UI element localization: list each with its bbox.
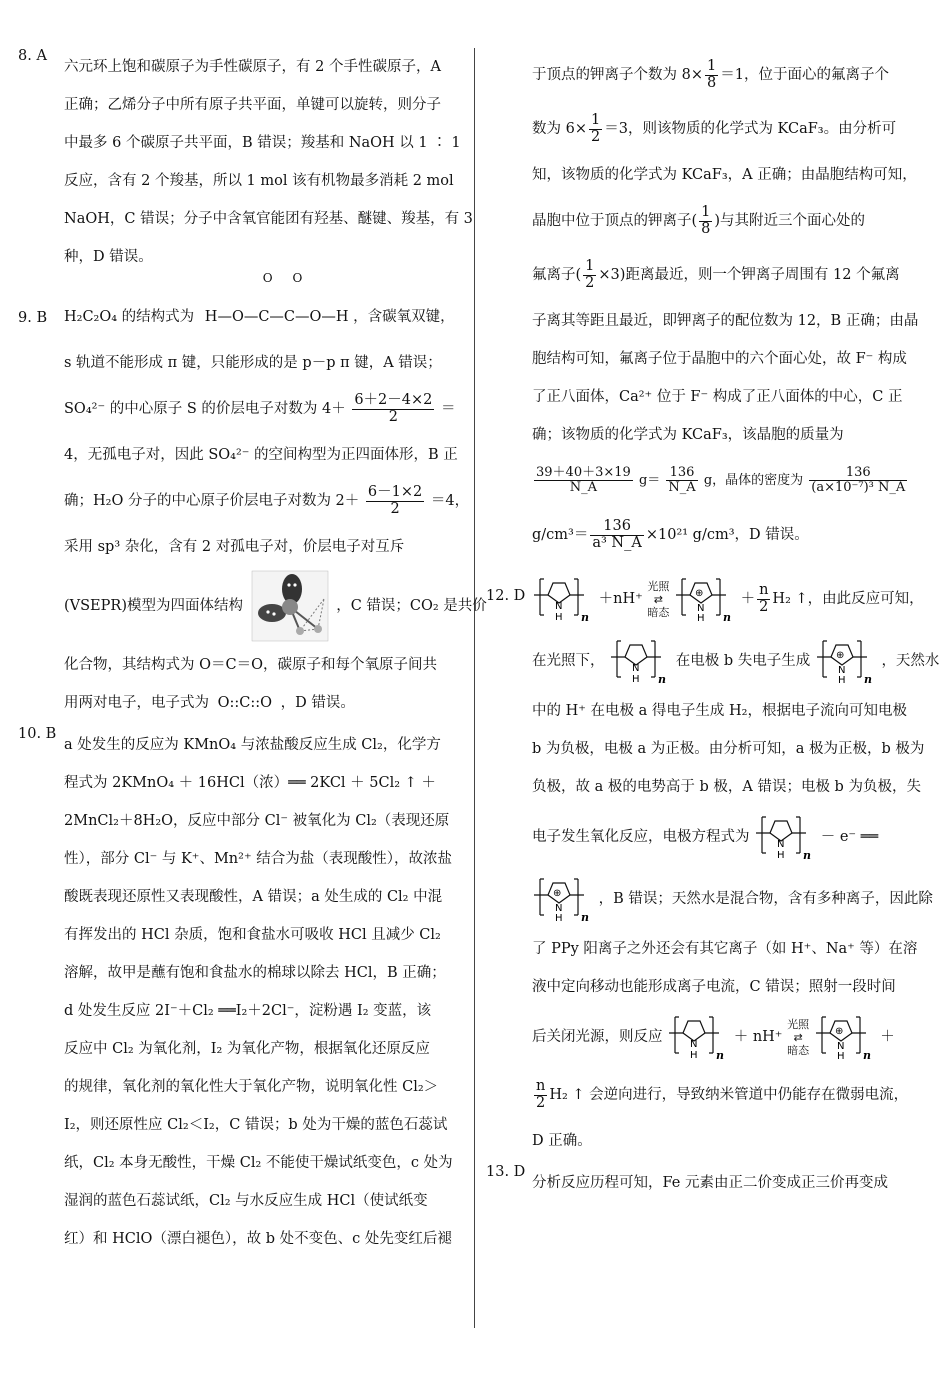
text-line	[532, 48, 936, 102]
ring-n-label: N	[836, 1041, 845, 1052]
ring-n-subscript: n	[716, 1049, 725, 1062]
fraction: $\frac{136}{\text{(a×10⁻⁷)³ N\_A}}$	[811, 464, 906, 495]
answer-10	[18, 726, 468, 1258]
ring-h-label: H	[696, 613, 705, 624]
text-line: 酸既表现还原性又表现酸性，A 错误；a 处生成的 Cl₂ 中混	[64, 889, 443, 905]
text-line: I₂，则还原性应 Cl₂＜I₂，C 错误；b 处为干燥的蓝色石蕊试	[64, 1117, 448, 1133]
text-line: 正确；乙烯分子中所有原子共平面，单键可以旋转，则分子	[64, 97, 441, 113]
ring-h-label: H	[555, 612, 563, 623]
ring-n-subscript: n	[581, 911, 589, 924]
fraction: $\frac{6+2-4\times 2}{2}$	[354, 391, 433, 425]
ring-h-label: H	[555, 913, 563, 924]
text-fragment: H₂ ↑，由此反应可知，	[772, 591, 924, 607]
text-line	[64, 474, 468, 528]
ring-h-label: H	[777, 850, 785, 861]
text-line: 负极，故 a 极的电势高于 b 极，A 错误；电极 b 为负极，失	[532, 779, 921, 795]
answer-13	[486, 1164, 936, 1202]
ring-n-subscript: n	[722, 611, 731, 624]
text-line	[532, 508, 936, 562]
left-column	[18, 48, 487, 1258]
text-fragment: ＝1，位于面心的氟离子个	[720, 67, 889, 83]
text-fragment: SO₄²⁻ 的中心原子 S 的价层电子对数为 4＋	[64, 401, 346, 417]
answer-11-continued	[486, 48, 936, 562]
text-line	[532, 248, 936, 302]
co2-electron-formula: O::C::O	[217, 695, 273, 711]
ring-n-label: N	[696, 603, 705, 614]
text-fragment: ×3)距离最近，则一个钾离子周围有 12 个氟离	[598, 267, 900, 283]
text-line: D 正确。	[532, 1133, 592, 1149]
text-fragment: 在光照下，	[532, 653, 605, 669]
text-line: d 处发生反应 2I⁻＋Cl₂ ══I₂＋2Cl⁻，淀粉遇 I₂ 变蓝，该	[64, 1003, 432, 1019]
text-line	[532, 102, 936, 156]
ring-n-subscript: n	[803, 849, 812, 862]
text-fragment: ＋	[740, 591, 756, 607]
ring-plus-label: ⊕	[835, 650, 845, 661]
text-line	[64, 566, 487, 646]
text-line: a 处发生的反应为 KMnO₄ 与浓盐酸反应生成 Cl₂，化学方	[64, 737, 441, 753]
ring-h-label: H	[690, 1050, 698, 1061]
equilibrium-arrow: 光照 ⇄ 暗态	[787, 1017, 810, 1057]
ring-n-label: N	[555, 601, 563, 612]
answer-number: 13. D	[486, 1164, 526, 1180]
polypyrrole-cation-structure-icon	[817, 635, 875, 687]
text-line: 了 PPy 阳离子之外还会有其它离子（如 H⁺、Na⁺ 等）在溶	[532, 941, 918, 957]
text-line	[64, 271, 468, 344]
text-fragment: ，B 错误；天然水是混合物，含有多种离子，因此除	[598, 891, 933, 907]
text-line: 了正八面体，Ca²⁺ 位于 F⁻ 构成了正八面体的中心，C 正	[532, 389, 903, 405]
ring-n-subscript: n	[863, 673, 872, 686]
ring-n-label: N	[837, 665, 846, 676]
text-line	[532, 806, 936, 868]
text-line	[532, 868, 936, 930]
text-line: 红）和 HClO（漂白褪色），故 b 处不变色、c 处先变红后褪	[64, 1231, 452, 1247]
ring-plus-label: ⊕	[834, 1026, 844, 1037]
text-line: 程式为 2KMnO₄ ＋ 16HCl（浓）══ 2KCl ＋ 5Cl₂ ↑ ＋	[64, 775, 436, 791]
fraction: $\frac{1}{2}$	[585, 257, 595, 291]
answer-number: 8. A	[18, 48, 47, 64]
text-fragment: ＝3，则该物质的化学式为 KCaF₃。由分析可	[604, 121, 897, 137]
text-line: 确；该物质的化学式为 KCaF₃，该晶胞的质量为	[532, 427, 844, 443]
polypyrrole-structure-icon	[611, 635, 669, 687]
text-line	[64, 684, 468, 722]
text-line: 种，D 错误。	[64, 249, 153, 265]
text-line	[532, 1068, 936, 1122]
ring-h-label: H	[632, 674, 640, 685]
polypyrrole-cation-structure-icon	[534, 873, 592, 925]
ring-n-label: N	[632, 663, 640, 674]
text-line: 中的 H⁺ 在电极 a 得电子生成 H₂，根据电子流向可知电极	[532, 703, 907, 719]
text-line: 反应中 Cl₂ 为氧化剂，I₂ 为氧化产物，根据氧化还原反应	[64, 1041, 430, 1057]
text-fragment: 于顶点的钾离子个数为 8×	[532, 67, 703, 83]
ring-h-label: H	[836, 1051, 845, 1062]
text-fragment: ＋nH⁺	[598, 591, 643, 607]
fraction: $\frac{n}{2}$	[536, 1077, 546, 1111]
text-fragment: ＝4，	[430, 493, 470, 509]
text-line: 采用 sp³ 杂化，含有 2 对孤电子对，价层电子对互斥	[64, 539, 405, 555]
text-fragment: ＋ nH⁺	[733, 1029, 783, 1045]
text-line	[532, 1006, 936, 1068]
text-fragment: 数为 6×	[532, 121, 587, 137]
text-fragment: ＝	[440, 401, 456, 417]
text-fragment: ，D 错误。	[280, 695, 355, 711]
text-line: 有挥发出的 HCl 杂质，饱和食盐水可吸收 HCl 且减少 Cl₂	[64, 927, 441, 943]
text-line: 中最多 6 个碳原子共平面，B 错误；羧基和 NaOH 以 1 ∶ 1	[64, 135, 461, 151]
text-fragment: 在电极 b 失电子生成	[675, 653, 811, 669]
ring-n-subscript: n	[581, 611, 589, 624]
text-line: 4，无孤电子对，因此 SO₄²⁻ 的空间构型为正四面体形，B 正	[64, 447, 458, 463]
text-fragment: g/cm³＝	[532, 527, 589, 543]
text-line: 液中定向移动也能形成离子电流，C 错误；照射一段时间	[532, 979, 896, 995]
fraction: $\frac{1}{2}$	[590, 111, 601, 145]
text-line: 化合物，其结构式为 O＝C＝O，碳原子和每个氧原子间共	[64, 657, 437, 673]
oxalic-acid-structure	[204, 271, 349, 344]
text-line: 反应，含有 2 个羧基，所以 1 mol 该有机物最多消耗 2 mol	[64, 173, 454, 189]
text-fragment: )与其附近三个面心处的	[714, 213, 866, 229]
fraction: $\frac{1}{8}$	[701, 203, 711, 237]
ring-plus-label: ⊕	[694, 588, 704, 599]
fraction: $\frac{136}{N\_A}$	[668, 464, 696, 495]
text-fragment: ，C 错误；CO₂ 是共价	[336, 598, 487, 614]
text-line: 知，该物质的化学式为 KCaF₃，A 正确；由晶胞结构可知，	[532, 167, 917, 183]
answer-number: 9. B	[18, 310, 48, 326]
text-line: s 轨道不能形成 π 键，只能形成的是 p－p π 键，A 错误；	[64, 355, 442, 371]
fraction: $\frac{1}{8}$	[706, 57, 717, 91]
text-line: NaOH，C 错误；分子中含氧官能团有羟基、醚键、羧基，有 3	[64, 211, 473, 227]
answer-number: 12. D	[486, 588, 526, 604]
text-line: 纸，Cl₂ 本身无酸性，干燥 Cl₂ 不能使干燥试纸变色，c 处为	[64, 1155, 453, 1171]
text-fragment: 用两对电子，电子式为	[64, 695, 209, 711]
text-fragment: 确；H₂O 分子的中心原子价层电子对数为 2＋	[64, 493, 360, 509]
answer-9	[18, 271, 487, 722]
right-column	[486, 48, 940, 1202]
polypyrrole-structure-icon	[756, 811, 814, 863]
fraction: $\frac{6-1\times 2}{2}$	[367, 483, 423, 517]
text-line: 性），部分 Cl⁻ 与 K⁺、Mn²⁺ 结合为盐（表现酸性），故浓盐	[64, 851, 452, 867]
answer-12	[486, 568, 940, 1160]
text-line: 分析反应历程可知，Fe 元素由正二价变成正三价再变成	[532, 1175, 888, 1191]
structure-chain: H—O—C—C—O—H	[204, 309, 349, 325]
text-line	[64, 382, 468, 436]
text-fragment: g＝	[638, 473, 661, 488]
answer-number: 10. B	[18, 726, 57, 742]
polypyrrole-cation-structure-icon	[816, 1011, 874, 1063]
text-line: 2MnCl₂＋8H₂O，反应中部分 Cl⁻ 被氧化为 Cl₂（表现还原	[64, 813, 450, 829]
text-line	[532, 454, 936, 508]
text-fragment: ×10²¹ g/cm³，D 错误。	[645, 527, 809, 543]
text-fragment: ，天然水	[881, 653, 940, 669]
fraction: $\frac{n}{2}$	[759, 581, 769, 615]
fraction: $\frac{136}{\text{a³ N\_A}}$	[592, 517, 642, 551]
text-line	[532, 630, 940, 692]
ring-n-label: N	[690, 1039, 698, 1050]
ring-n-subscript: n	[862, 1049, 871, 1062]
ring-plus-label: ⊕	[553, 888, 562, 899]
text-line: 胞结构可知，氟离子位于晶胞中的六个面心处，故 F⁻ 构成	[532, 351, 907, 367]
text-line: 溶解，故甲是蘸有饱和食盐水的棉球以除去 HCl，B 正确；	[64, 965, 446, 981]
text-fragment: － e⁻ ══	[820, 829, 879, 845]
answer-8	[18, 48, 473, 276]
text-line	[532, 568, 936, 630]
text-fragment: ，含碳氧双键，	[353, 309, 455, 325]
text-line: 湿润的蓝色石蕊试纸，Cl₂ 与水反应生成 HCl（使试纸变	[64, 1193, 428, 1209]
polypyrrole-structure-icon	[669, 1011, 727, 1063]
text-fragment: 晶胞中位于顶点的钾离子(	[532, 213, 698, 229]
ring-h-label: H	[837, 675, 846, 686]
text-line: 子离其等距且最近，即钾离子的配位数为 12，B 正确；由晶	[532, 313, 919, 329]
text-line: 六元环上饱和碳原子为手性碳原子，有 2 个手性碳原子，A	[64, 59, 441, 75]
ring-n-subscript: n	[658, 673, 667, 686]
ring-n-label: N	[555, 903, 563, 914]
text-line: 的规律，氧化剂的氧化性大于氧化产物，说明氧化性 Cl₂＞	[64, 1079, 439, 1095]
text-fragment: 电子发生氧化反应，电极方程式为	[532, 829, 750, 845]
ring-n-label: N	[777, 839, 785, 850]
text-fragment: 氟离子(	[532, 267, 582, 283]
text-line: b 为负极，电极 a 为正极。由分析可知，a 极为正极，b 极为	[532, 741, 925, 757]
text-fragment: H₂ ↑ 会逆向进行，导致纳米管道中仍能存在微弱电流，	[549, 1087, 909, 1103]
text-line	[532, 194, 936, 248]
text-fragment: 后关闭光源，则反应	[532, 1029, 663, 1045]
polypyrrole-cation-structure-icon	[676, 573, 734, 625]
equilibrium-arrow: 光照 ⇄ 暗态	[647, 579, 670, 619]
text-fragment: H₂C₂O₄ 的结构式为	[64, 309, 195, 325]
column-divider	[474, 48, 475, 1328]
polypyrrole-structure-icon	[534, 573, 592, 625]
fraction: $\frac{39+40+3\times 19}{N\_A}$	[536, 464, 631, 495]
structure-double-oxygens: O O	[262, 271, 311, 285]
text-fragment: ＋	[880, 1029, 895, 1045]
text-fragment: g，晶体的密度为	[703, 473, 804, 488]
text-fragment: (VSEPR)模型为四面体结构	[64, 598, 243, 614]
water-vsepr-model-image	[252, 571, 328, 641]
